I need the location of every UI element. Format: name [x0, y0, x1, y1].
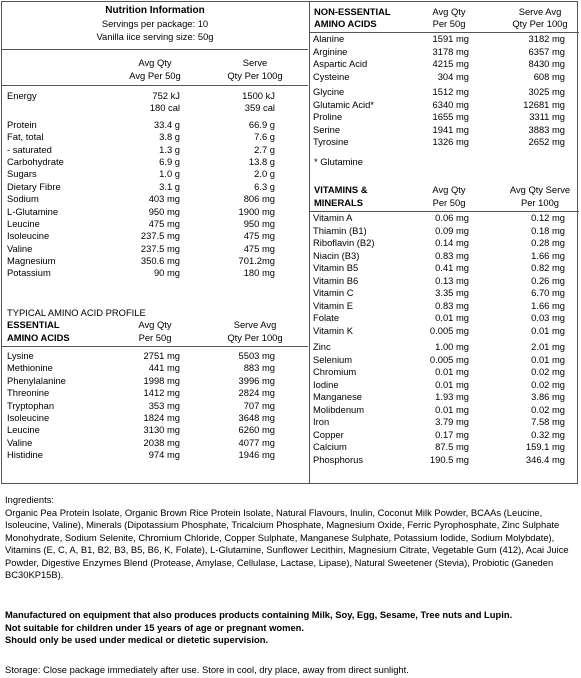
table-row: [310, 237, 579, 250]
row-label: Folate: [313, 312, 340, 323]
row-value-per-100g: 1.66 mg: [531, 299, 565, 311]
storage-instructions: Storage: Close package immediately after use. Store in cool, dry place, away from direct sunlight.: [5, 664, 409, 675]
row-label: Tryptophan: [7, 399, 55, 411]
row-value-per-serve: 0.83 mg: [435, 249, 469, 261]
vitamins-col2-head-2: Per 100g: [520, 197, 560, 208]
row-value-per-serve: 0.09 mg: [435, 224, 469, 236]
row-value-per-serve: 0.01 mg: [435, 378, 469, 390]
table-row: [2, 412, 308, 424]
table-row: [310, 99, 579, 112]
row-value-per-100g: 2652 mg: [528, 136, 565, 147]
row-value-per-serve: 353 mg: [148, 399, 180, 411]
servings-per-package: Servings per package: 10: [101, 18, 209, 29]
allergen-warnings: [5, 609, 577, 647]
row-value-per-100g: 6357 mg: [528, 45, 565, 57]
row-value-per-100g: 4077 mg: [238, 436, 275, 448]
row-value-per-100g: 2.0 g: [254, 168, 275, 180]
row-value-per-100g: 3182 mg: [528, 33, 565, 44]
row-value-per-serve: 0.14 mg: [435, 237, 469, 248]
row-label: Vitamin B5: [313, 262, 359, 273]
row-label: Dietary Fibre: [7, 180, 61, 192]
row-value-per-100g: 1.66 mg: [531, 249, 565, 261]
row-label: Protein: [7, 118, 37, 130]
row-value-per-serve: 1998 mg: [143, 374, 180, 386]
table-row: [2, 144, 308, 156]
table-row: [310, 71, 579, 84]
row-value-per-serve: 1326 mg: [432, 136, 469, 147]
row-value-per-100g: 7.58 mg: [531, 416, 565, 427]
vitamins-heading-2: MINERALS: [314, 197, 363, 208]
table-row: [2, 230, 308, 242]
row-label: Iron: [313, 416, 330, 427]
amino-col1-head-2: Per 50g: [138, 332, 172, 343]
table-row: [310, 391, 579, 404]
row-value-per-serve: 0.83 mg: [435, 299, 469, 311]
row-label: Valine: [7, 242, 33, 254]
row-label: Arginine: [313, 45, 348, 57]
row-label: Vitamin E: [313, 299, 353, 311]
row-label: Selenium: [313, 353, 353, 365]
table-row: [2, 193, 308, 205]
row-label: Vitamin C: [313, 287, 354, 298]
row-value-per-serve: 3.1 g: [159, 180, 180, 192]
row-label: Glutamic Acid*: [313, 98, 374, 110]
row-value-per-serve: 0.01 mg: [435, 312, 469, 323]
table-row: [2, 243, 308, 255]
nutrition-col1-head-1: Avg Qty: [138, 57, 172, 68]
row-value-per-serve: 237.5 mg: [140, 230, 180, 242]
row-label: Phosphorus: [313, 453, 364, 465]
row-value-per-serve: 974 mg: [148, 449, 180, 461]
warning-line: Manufactured on equipment that also produces products containing Milk, Soy, Egg, Sesame, Tree nuts and Lupin.: [5, 609, 513, 620]
table-row: [310, 300, 579, 313]
row-value-per-serve: 0.41 mg: [435, 262, 469, 273]
row-value-per-serve: 1.93 mg: [435, 391, 469, 402]
row-value-per-100g: 707 mg: [243, 399, 275, 411]
row-value-per-serve: 0.17 mg: [435, 428, 469, 440]
table-row: [310, 354, 579, 367]
row-value-per-serve: 180 cal: [149, 102, 180, 114]
row-value-per-100g: 0.28 mg: [531, 237, 565, 248]
row-label: Isoleucine: [7, 230, 50, 242]
row-label: Lysine: [7, 350, 34, 361]
essential-heading-1: ESSENTIAL: [7, 319, 60, 330]
table-row: [310, 416, 579, 429]
vitamins-col1-head-1: Avg Qty: [432, 184, 466, 195]
row-value-per-serve: 0.005 mg: [429, 324, 469, 336]
ingredients-label: Ingredients:: [5, 494, 54, 505]
table-row: [310, 312, 579, 325]
table-row: [310, 441, 579, 454]
table-row: [2, 424, 308, 436]
row-label: Energy: [7, 90, 37, 101]
nonessential-col2-head-1: Serve Avg: [518, 6, 562, 17]
row-value-per-serve: 1.0 g: [159, 168, 180, 180]
row-value-per-100g: 2.7 g: [254, 143, 275, 155]
row-value-per-serve: 1.3 g: [159, 143, 180, 155]
table-row: [2, 387, 308, 399]
row-value-per-100g: 1900 mg: [238, 205, 275, 217]
vitamins-col1-head-2: Per 50g: [432, 197, 466, 208]
table-row: [310, 250, 579, 263]
row-value-per-100g: 3883 mg: [528, 123, 565, 135]
row-label: Isoleucine: [7, 411, 50, 423]
row-value-per-100g: 701.2mg: [238, 255, 275, 267]
row-value-per-100g: 806 mg: [243, 193, 275, 205]
row-label: Thiamin (B1): [313, 224, 367, 236]
row-label: Zinc: [313, 341, 331, 352]
row-value-per-serve: 190.5 mg: [429, 453, 469, 465]
table-row: [2, 206, 308, 218]
table-row: [2, 131, 308, 143]
row-label: Proline: [313, 111, 343, 122]
table-row: [310, 366, 579, 379]
row-label: - saturated: [7, 143, 52, 155]
table-row: [2, 267, 308, 279]
row-value-per-serve: 87.5 mg: [435, 441, 469, 452]
table-row: [310, 275, 579, 288]
warning-line: Should only be used under medical or dietetic supervision.: [5, 634, 269, 645]
table-row: [2, 168, 308, 180]
table-row: [310, 111, 579, 124]
nutrition-col2-head-2: Qty Per 100g: [227, 70, 283, 81]
row-value-per-100g: 6.3 g: [254, 180, 275, 192]
row-value-per-100g: 12681 mg: [523, 98, 565, 110]
row-value-per-100g: 0.82 mg: [531, 262, 565, 273]
row-value-per-serve: 6340 mg: [432, 98, 469, 110]
essential-heading-2: AMINO ACIDS: [7, 332, 70, 343]
amino-profile-title: TYPICAL AMINO ACID PROFILE: [7, 307, 146, 318]
amino-col2-head-2: Qty Per 100g: [227, 332, 283, 343]
nonessential-heading-2: AMINO ACIDS: [314, 18, 377, 29]
row-value-per-serve: 350.6 mg: [140, 255, 180, 267]
row-label: Vitamin A: [313, 212, 353, 223]
header-divider: [2, 49, 308, 50]
serving-size: Vanilla iice serving size: 50g: [96, 31, 214, 42]
row-value-per-100g: 475 mg: [243, 230, 275, 242]
table-row: [2, 400, 308, 412]
row-value-per-serve: 752 kJ: [152, 90, 180, 101]
table-row: [2, 156, 308, 168]
row-value-per-serve: 441 mg: [148, 362, 180, 374]
row-label: Chromium: [313, 366, 357, 377]
row-value-per-100g: 3.86 mg: [531, 391, 565, 402]
table-row: [310, 46, 579, 59]
row-label: Potassium: [7, 267, 51, 279]
nutrition-table: [2, 90, 308, 280]
row-value-per-serve: 4215 mg: [432, 58, 469, 69]
row-value-per-100g: 2.01 mg: [531, 341, 565, 352]
row-label: Riboflavin (B2): [313, 237, 375, 248]
row-value-per-100g: 0.01 mg: [531, 324, 565, 336]
row-value-per-serve: 1412 mg: [143, 387, 180, 399]
row-label: Magnesium: [7, 255, 56, 267]
table-row: [2, 437, 308, 449]
table-row: [2, 218, 308, 230]
row-value-per-serve: 2751 mg: [143, 350, 180, 361]
row-label: Manganese: [313, 391, 362, 402]
nutrition-col1-head-2: Avg Per 50g: [129, 70, 181, 81]
row-label: Cysteine: [313, 70, 350, 82]
row-value-per-serve: 1512 mg: [432, 86, 469, 97]
row-value-per-100g: 180 mg: [243, 267, 275, 279]
row-value-per-100g: 6.70 mg: [531, 287, 565, 298]
table-row: [310, 58, 579, 71]
row-value-per-100g: 0.18 mg: [531, 224, 565, 236]
row-value-per-100g: 883 mg: [243, 362, 275, 374]
row-value-per-serve: 0.13 mg: [435, 274, 469, 286]
glutamine-footnote: * Glutamine: [314, 156, 363, 167]
table-row: [310, 404, 579, 417]
table-row: [310, 341, 579, 354]
row-value-per-100g: 3311 mg: [529, 111, 565, 122]
row-value-per-100g: 0.02 mg: [531, 366, 565, 377]
table-row: [2, 350, 308, 362]
row-value-per-100g: 3648 mg: [238, 411, 275, 423]
row-value-per-100g: 1946 mg: [238, 449, 275, 461]
nonessential-col2-head-2: Qty Per 100g: [512, 18, 568, 29]
row-value-per-serve: 403 mg: [148, 193, 180, 205]
row-label: Methionine: [7, 362, 53, 374]
table-row: [310, 86, 579, 99]
table-row: [310, 262, 579, 275]
table-row: [310, 454, 579, 467]
row-value-per-serve: 475 mg: [148, 217, 180, 229]
row-label: Iodine: [313, 378, 339, 390]
row-label: Alanine: [313, 33, 345, 44]
row-value-per-serve: 0.005 mg: [429, 353, 469, 365]
row-value-per-100g: 950 mg: [243, 217, 275, 229]
nonessential-heading-1: NON-ESSENTIAL: [314, 6, 391, 17]
row-value-per-serve: 1941 mg: [432, 123, 469, 135]
row-value-per-serve: 90 mg: [153, 267, 180, 279]
vitamins-heading-1: VITAMINS &: [314, 184, 368, 195]
table-row: [2, 181, 308, 193]
row-label: Niacin (B3): [313, 249, 360, 261]
row-label: Leucine: [7, 217, 40, 229]
table-row: [310, 429, 579, 442]
row-label: Sodium: [7, 193, 39, 205]
row-value-per-100g: 475 mg: [243, 242, 275, 254]
row-value-per-100g: 346.4 mg: [525, 453, 565, 465]
row-value-per-serve: 6.9 g: [159, 155, 180, 167]
row-value-per-serve: 33.4 g: [153, 118, 180, 130]
table-row: [2, 375, 308, 387]
row-label: Histidine: [7, 449, 43, 461]
vitamins-col2-head-1: Avg Qty Serve: [509, 184, 571, 195]
row-label: Leucine: [7, 424, 40, 436]
row-value-per-100g: 0.26 mg: [531, 274, 565, 286]
nonessential-col1-head-1: Avg Qty: [432, 6, 466, 17]
row-value-per-serve: 0.06 mg: [435, 212, 469, 223]
row-value-per-serve: 2038 mg: [143, 436, 180, 448]
row-value-per-100g: 3996 mg: [238, 374, 275, 386]
row-value-per-serve: 3178 mg: [432, 45, 469, 57]
row-value-per-serve: 304 mg: [437, 70, 469, 82]
vitamins-minerals-table: [310, 212, 579, 466]
table-row: [310, 379, 579, 392]
row-label: Threonine: [7, 387, 50, 399]
row-value-per-100g: 0.32 mg: [531, 428, 565, 440]
table-row: [2, 119, 308, 131]
row-label: Molibdenum: [313, 403, 365, 415]
table-row: [310, 33, 579, 46]
row-label: Phenylalanine: [7, 374, 66, 386]
row-value-per-100g: 0.02 mg: [531, 378, 565, 390]
row-label: Tyrosine: [313, 136, 349, 147]
row-value-per-serve: 0.01 mg: [435, 366, 469, 377]
table-row: [2, 362, 308, 374]
row-value-per-serve: 1824 mg: [143, 411, 180, 423]
nutrition-title: Nutrition Information: [105, 5, 205, 16]
row-value-per-100g: 3025 mg: [528, 86, 565, 97]
row-label: Sugars: [7, 168, 37, 180]
row-value-per-serve: 0.01 mg: [435, 403, 469, 415]
row-label: Carbohydrate: [7, 155, 64, 167]
row-value-per-100g: 66.9 g: [248, 118, 275, 130]
row-value-per-100g: 2824 mg: [238, 387, 275, 399]
row-label: Calcium: [313, 441, 347, 452]
table-row: [310, 225, 579, 238]
row-value-per-serve: 3.8 g: [159, 131, 180, 143]
row-value-per-100g: 1500 kJ: [242, 90, 275, 101]
row-value-per-100g: 0.01 mg: [531, 353, 565, 365]
row-label: Copper: [313, 428, 344, 440]
table-row: [310, 124, 579, 137]
table-row: [2, 102, 308, 114]
row-value-per-100g: 6260 mg: [238, 424, 275, 436]
table-row: [2, 255, 308, 267]
row-value-per-serve: 1591 mg: [432, 33, 469, 44]
row-value-per-100g: 7.6 g: [254, 131, 275, 143]
row-value-per-100g: 159.1 mg: [525, 441, 565, 452]
table-row: [310, 287, 579, 300]
table-row: [310, 212, 579, 225]
row-value-per-100g: 359 cal: [244, 102, 275, 114]
row-value-per-100g: 0.02 mg: [531, 403, 565, 415]
row-label: Aspartic Acid: [313, 58, 368, 69]
table-row: [2, 449, 308, 461]
table-row: [310, 136, 579, 149]
nonessential-col1-head-2: Per 50g: [432, 18, 466, 29]
warning-line: Not suitable for children under 15 years of age or pregnant women.: [5, 621, 305, 633]
row-value-per-serve: 1655 mg: [432, 111, 469, 122]
ingredients-text: Organic Pea Protein Isolate, Organic Brown Rice Protein Isolate, Natural Flavours, Inulin, Coconut Milk Powder, BCAAs (Leucine, Isoleucine, Valine), Minerals (Dipotassium Phosphate, Tricalcium Phosphate, Magnesium Oxide, Ferric Pyrophosphate, Zinc Sulphate Monohydrate, Sodium Selenite, Chromium Chloride, Copper Sulphate, Manganese Sulphate, Potassium Iodide, Sodium Molybdate), Vitamins (E, C, A, B1, B2, B3, B5, B6, K, Folate), L-Glutamine, Sunflower Lecithin, Magnesium Citrate, Vegetable Gum (412), Acai Juice Powder, Digestive Enzymes Blend (Protease, Amylase, Cellulase, Lactase, Lipase), Natural Sweetener (Stevia), Probiotic (Ganeden BC30KP15B).: [5, 506, 569, 580]
row-value-per-serve: 1.00 mg: [435, 341, 469, 352]
row-label: Vitamin K: [313, 324, 353, 336]
row-label: Vitamin B6: [313, 274, 359, 286]
row-label: Glycine: [313, 86, 345, 97]
row-label: Serine: [313, 123, 341, 135]
row-label: L-Glutamine: [7, 205, 59, 217]
nutrition-col2-head-1: Serve: [242, 57, 268, 68]
row-value-per-serve: 237.5 mg: [140, 242, 180, 254]
amino-col2-head-1: Serve Avg: [233, 319, 277, 330]
row-label: Valine: [7, 436, 33, 448]
row-value-per-100g: 8430 mg: [528, 58, 565, 69]
row-value-per-serve: 3.79 mg: [435, 416, 469, 427]
row-value-per-100g: 0.12 mg: [531, 212, 565, 223]
row-value-per-serve: 950 mg: [148, 205, 180, 217]
row-value-per-100g: 5503 mg: [238, 350, 275, 361]
table-row: [2, 90, 308, 102]
row-value-per-serve: 3.35 mg: [435, 287, 469, 298]
essential-amino-table: [2, 350, 308, 462]
row-label: Fat, total: [7, 131, 44, 143]
nutrition-panel: [1, 1, 578, 484]
row-value-per-100g: 0.03 mg: [531, 312, 565, 323]
amino-col1-head-1: Avg Qty: [138, 319, 172, 330]
table-row: [310, 325, 579, 338]
row-value-per-100g: 608 mg: [533, 70, 565, 82]
row-value-per-serve: 3130 mg: [143, 424, 180, 436]
row-value-per-100g: 13.8 g: [248, 155, 275, 167]
ingredients-section: [5, 494, 577, 582]
nonessential-amino-table: [310, 33, 579, 149]
